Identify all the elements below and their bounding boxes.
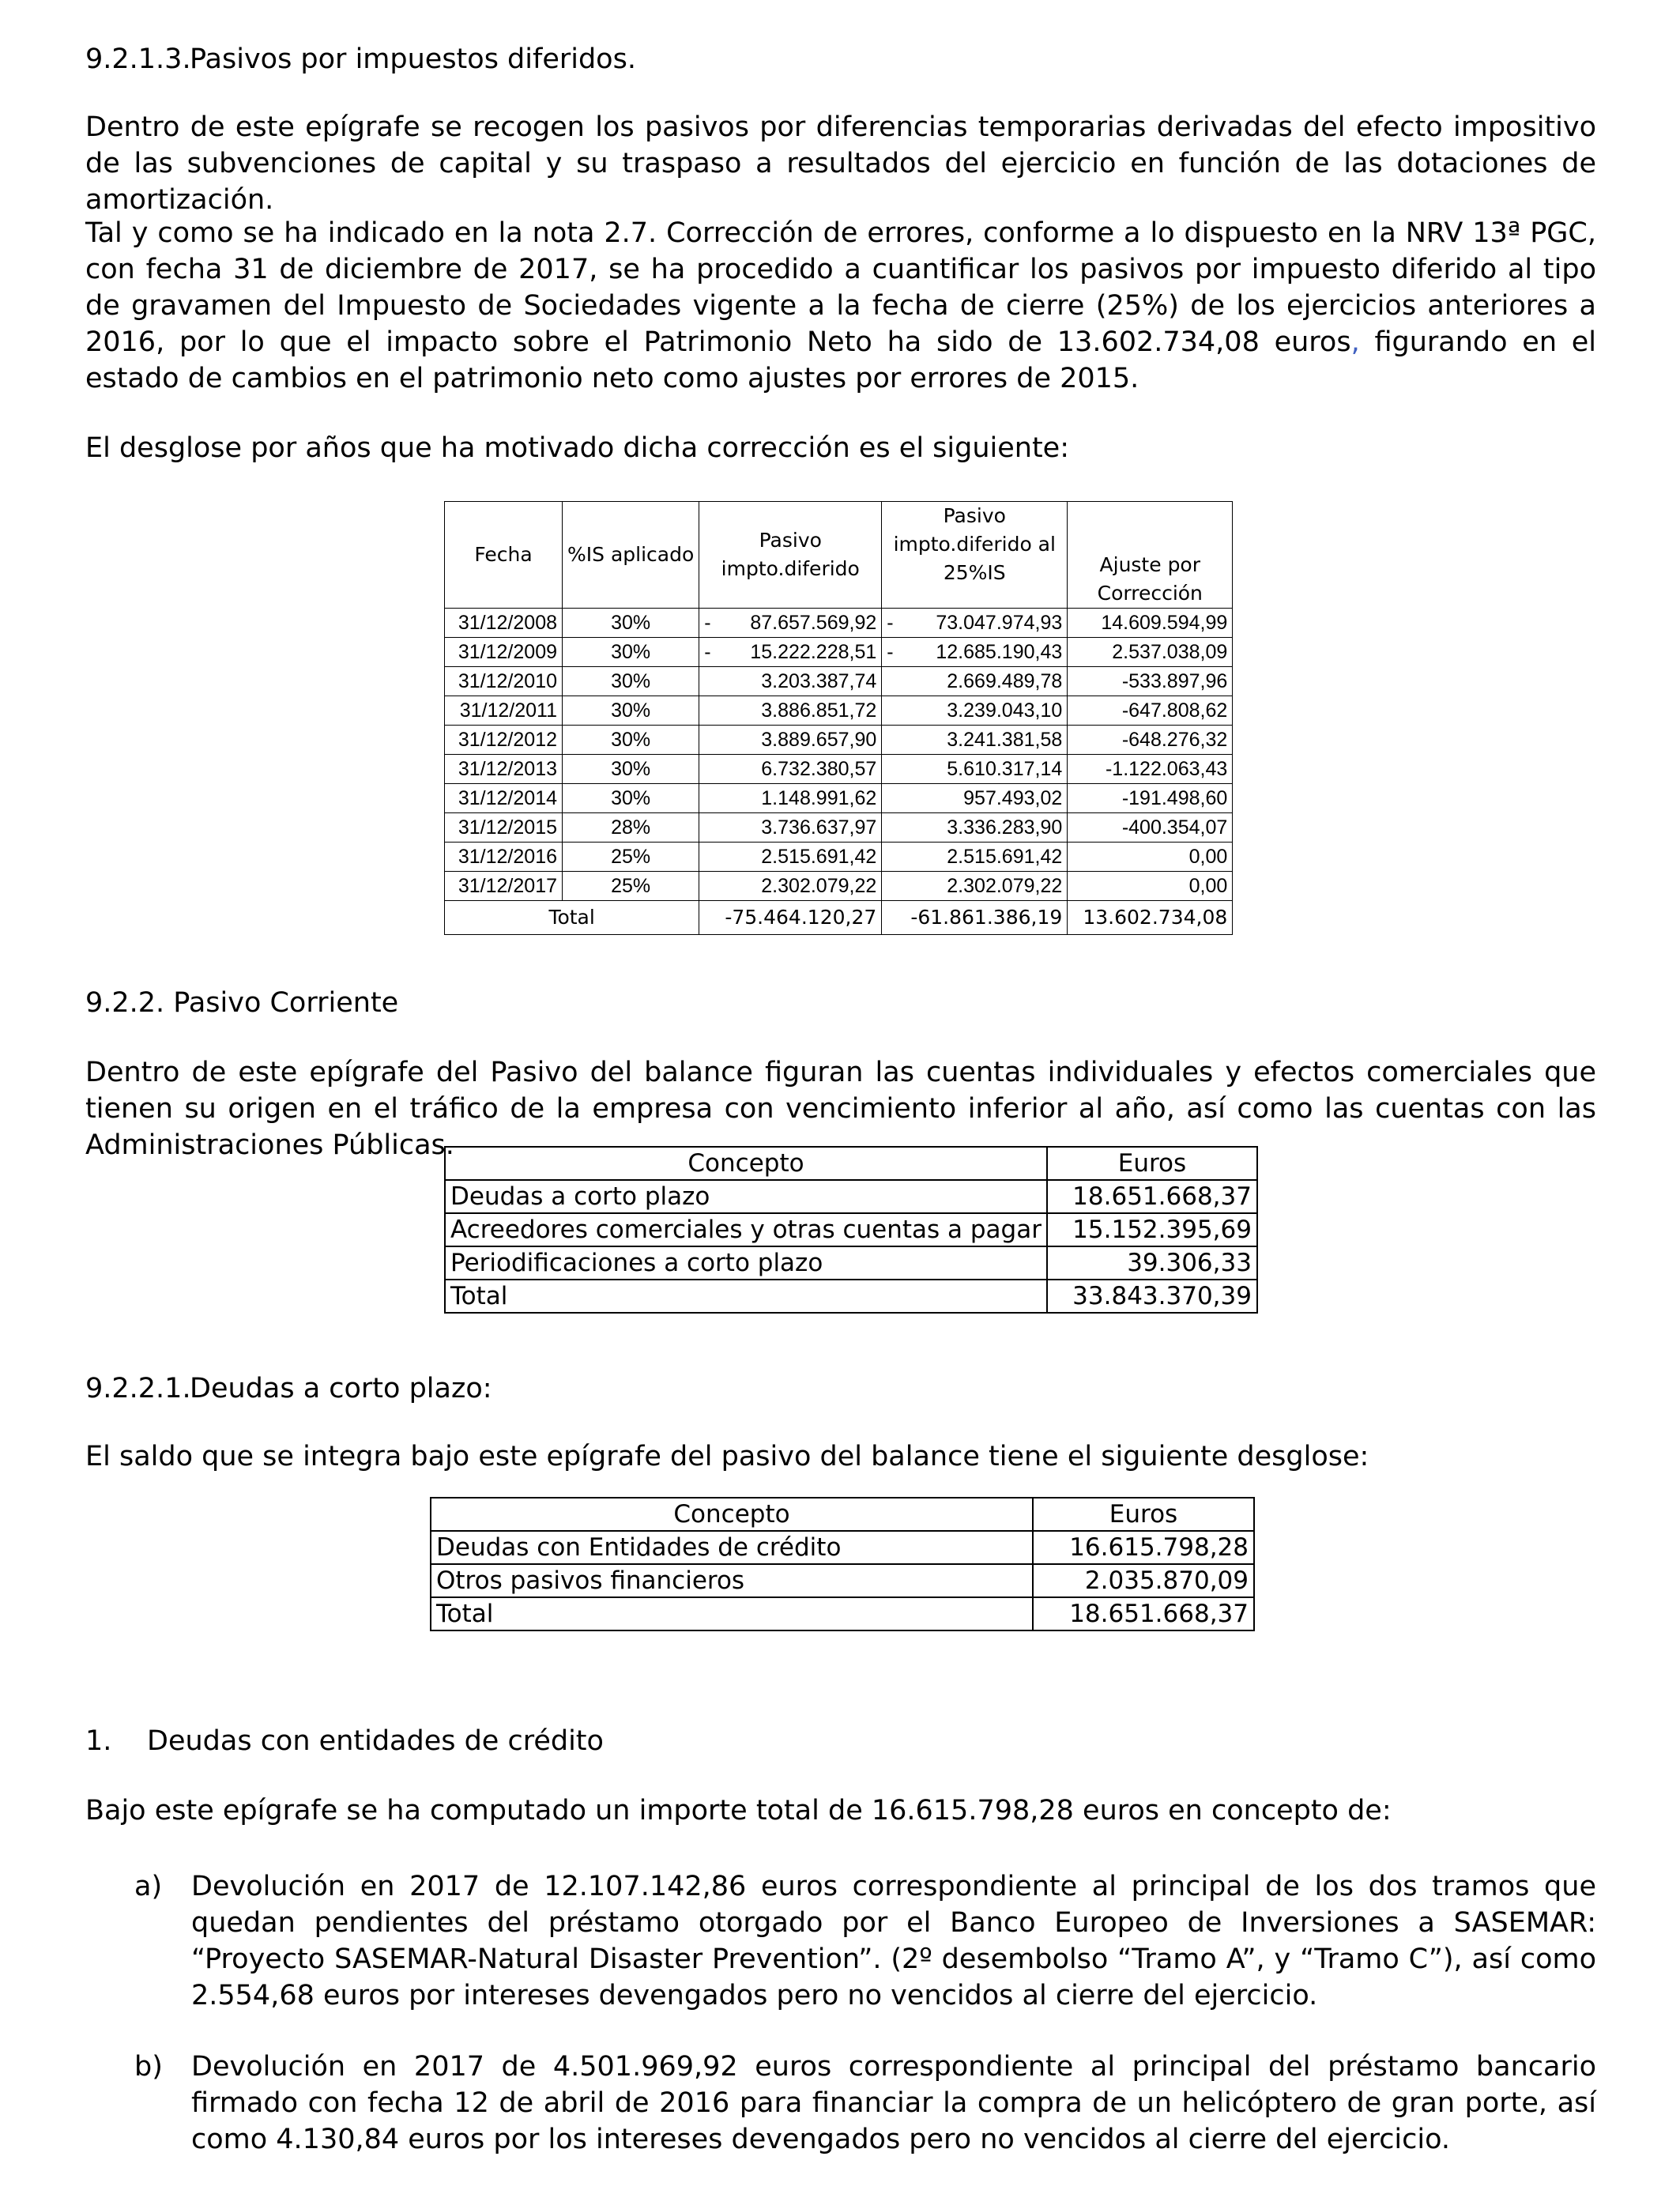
cell-value: 3.889.657,90 [761, 729, 877, 751]
table-cell: 30% [563, 696, 699, 726]
section-922-heading: 9.2.2. Pasivo Corriente [85, 987, 399, 1019]
cell-value: 2.302.079,22 [947, 875, 1063, 897]
list-item [134, 1868, 1596, 2014]
table-cell [699, 784, 882, 813]
section-title: Deudas con entidades de crédito [147, 1725, 604, 1757]
cell-value: 3.336.283,90 [947, 816, 1063, 839]
table-header-cell: Pasivo impto.diferido [699, 502, 882, 609]
table-row [431, 1564, 1254, 1597]
table-cell: 31/12/2013 [445, 755, 563, 784]
table-header-cell: Ajuste por Corrección [1068, 502, 1233, 609]
cell-value: 2.302.079,22 [761, 875, 877, 897]
table-cell: 39.306,33 [1047, 1246, 1257, 1280]
table-cell: 30% [563, 667, 699, 696]
table-row [445, 696, 1233, 726]
table-cell: -61.861.386,19 [882, 901, 1068, 935]
table-cell: 31/12/2014 [445, 784, 563, 813]
table-cell: 18.651.668,37 [1047, 1180, 1257, 1213]
table-cell [882, 784, 1068, 813]
table-cell [699, 696, 882, 726]
list-marker: a) [134, 1871, 163, 1902]
table-row [431, 1597, 1254, 1630]
negative-sign: - [704, 612, 711, 634]
table-cell [699, 609, 882, 638]
table-cell [699, 667, 882, 696]
table-header-cell: Fecha [445, 502, 563, 609]
table-header-row [445, 1147, 1257, 1180]
table-cell: 30% [563, 755, 699, 784]
table-cell: 18.651.668,37 [1033, 1597, 1254, 1630]
paragraph-text: figurando en el estado de cambios en el patrimonio neto como ajustes por errores de 2015. [85, 326, 1596, 394]
paragraph: Dentro de este epígrafe se recogen los pasivos por diferencias temporarias derivadas del efecto impositivo de las subvenciones de capital y su traspaso a resultados del ejercicio en función de las dotaciones de amortización. [85, 111, 1596, 216]
short-term-debts-table [430, 1497, 1255, 1631]
section-title: Pasivos por impuestos diferidos. [190, 43, 636, 75]
table-cell: 31/12/2012 [445, 726, 563, 755]
table-cell: 30% [563, 609, 699, 638]
table-cell: Acreedores comerciales y otras cuentas a pagar [445, 1213, 1047, 1246]
list-text: Devolución en 2017 de 4.501.969,92 euros correspondiente al principal del préstamo bancario firmado con fecha 12 de abril de 2016 para financiar la compra de un helicóptero de gran porte, así como 4.130,84 euros por los intereses devengados pero no vencidos al cierre del ejercicio. [191, 2051, 1596, 2155]
table-cell: -191.498,60 [1068, 784, 1233, 813]
table-header-cell: Pasivo impto.diferido al 25%IS [882, 502, 1068, 609]
table-header-cell: Concepto [445, 1147, 1047, 1180]
table-cell: 31/12/2017 [445, 872, 563, 901]
table-cell [699, 843, 882, 872]
table-row [445, 1246, 1257, 1280]
section-number: 9.2.1.3. [85, 43, 191, 75]
table-cell: 25% [563, 843, 699, 872]
table-cell [699, 638, 882, 667]
cell-value: 3.886.851,72 [761, 699, 877, 722]
table-cell [882, 609, 1068, 638]
paragraph: El desglose por años que ha motivado dicha corrección es el siguiente: [85, 432, 1070, 464]
table-cell [882, 813, 1068, 843]
section-9221-heading [85, 1370, 1596, 1407]
table-header-cell: Euros [1047, 1147, 1257, 1180]
table-cell: 31/12/2016 [445, 843, 563, 872]
table-cell: 0,00 [1068, 843, 1233, 872]
table-header-row [431, 1498, 1254, 1531]
table-cell: Total [445, 1280, 1047, 1313]
table-cell: 30% [563, 784, 699, 813]
table-cell [699, 726, 882, 755]
table-cell [699, 813, 882, 843]
table-row [445, 784, 1233, 813]
table-cell: Deudas con Entidades de crédito [431, 1531, 1033, 1564]
table-cell [699, 872, 882, 901]
table-row [445, 843, 1233, 872]
table-cell: 33.843.370,39 [1047, 1280, 1257, 1313]
negative-sign: - [887, 641, 894, 663]
table-cell [882, 726, 1068, 755]
table-cell [882, 638, 1068, 667]
paragraph [85, 215, 1596, 397]
cell-value: 3.736.637,97 [761, 816, 877, 839]
paragraph: Dentro de este epígrafe del Pasivo del balance figuran las cuentas individuales y efectos comerciales que tienen su origen en el tráfico de la empresa con vencimiento inferior al año, así como las cuentas con las Administraciones Públicas. [85, 1057, 1596, 1161]
negative-sign: - [887, 612, 894, 634]
table-cell: -400.354,07 [1068, 813, 1233, 843]
table-cell [699, 755, 882, 784]
list-item [134, 2049, 1596, 2158]
table-cell: 16.615.798,28 [1033, 1531, 1254, 1564]
table-row [445, 726, 1233, 755]
table-cell: 0,00 [1068, 872, 1233, 901]
table-cell: -1.122.063,43 [1068, 755, 1233, 784]
table-cell: 28% [563, 813, 699, 843]
cell-value: 87.657.569,92 [750, 612, 877, 634]
table-cell: 31/12/2015 [445, 813, 563, 843]
section-number: 1. [85, 1725, 112, 1757]
table-cell [882, 872, 1068, 901]
section-number: 9.2.2.1. [85, 1373, 191, 1404]
paragraph: El saldo que se integra bajo este epígrafe del pasivo del balance tiene el siguiente desglose: [85, 1441, 1369, 1472]
section-9213-heading [85, 41, 1596, 77]
table-row [445, 667, 1233, 696]
table-row [445, 755, 1233, 784]
table-cell: 30% [563, 726, 699, 755]
negative-sign: - [704, 641, 711, 663]
table-row [445, 1213, 1257, 1246]
cell-value: 12.685.190,43 [936, 641, 1063, 663]
cell-value: 15.222.228,51 [750, 641, 877, 663]
table-cell: 30% [563, 638, 699, 667]
cell-value: 957.493,02 [963, 787, 1063, 809]
cell-value: 3.241.381,58 [947, 729, 1063, 751]
table-header-row [445, 502, 1233, 609]
table-row [445, 813, 1233, 843]
table-cell: 25% [563, 872, 699, 901]
table-header-cell: Euros [1033, 1498, 1254, 1531]
table-cell: -648.276,32 [1068, 726, 1233, 755]
table-cell: -533.897,96 [1068, 667, 1233, 696]
table-cell: 2.537.038,09 [1068, 638, 1233, 667]
paragraph: Bajo este epígrafe se ha computado un importe total de 16.615.798,28 euros en concepto de: [85, 1795, 1392, 1826]
cell-value: 73.047.974,93 [936, 612, 1063, 634]
cell-value: 6.732.380,57 [761, 758, 877, 780]
cell-value: 1.148.991,62 [761, 787, 877, 809]
current-liabilities-table [444, 1146, 1258, 1314]
table-cell: 15.152.395,69 [1047, 1213, 1257, 1246]
list-marker: b) [134, 2051, 163, 2083]
table-row [445, 638, 1233, 667]
table-cell [882, 755, 1068, 784]
table-row [445, 872, 1233, 901]
table-cell: 2.035.870,09 [1033, 1564, 1254, 1597]
table-cell: -75.464.120,27 [699, 901, 882, 935]
paragraph-comma: , [1350, 326, 1360, 358]
table-cell: Total [445, 901, 699, 935]
table-row [445, 609, 1233, 638]
table-cell: Total [431, 1597, 1033, 1630]
table-cell: 14.609.594,99 [1068, 609, 1233, 638]
table-header-cell: %IS aplicado [563, 502, 699, 609]
deferred-tax-table [444, 501, 1233, 935]
cell-value: 5.610.317,14 [947, 758, 1063, 780]
table-cell: Deudas a corto plazo [445, 1180, 1047, 1213]
section-title: Deudas a corto plazo: [190, 1373, 492, 1404]
table-cell [882, 843, 1068, 872]
table-cell [882, 667, 1068, 696]
table-header-cell: Concepto [431, 1498, 1033, 1531]
table-total-row [445, 901, 1233, 935]
table-cell: Otros pasivos financieros [431, 1564, 1033, 1597]
table-cell: Periodificaciones a corto plazo [445, 1246, 1047, 1280]
table-cell: 31/12/2010 [445, 667, 563, 696]
table-cell: 31/12/2011 [445, 696, 563, 726]
cell-value: 3.239.043,10 [947, 699, 1063, 722]
list-text: Devolución en 2017 de 12.107.142,86 euros correspondiente al principal de los dos tramos que quedan pendientes del préstamo otorgado por el Banco Europeo de Inversiones a SASEMAR: “Proyecto SASEMAR-Natural Disaster Prevention”. (2º desembolso “Tramo A”, y “Tramo C”), así como 2.554,68 euros por intereses devengados pero no vencidos al cierre del ejercicio. [191, 1871, 1596, 2011]
table-row [431, 1531, 1254, 1564]
table-cell [882, 696, 1068, 726]
cell-value: 2.515.691,42 [761, 846, 877, 868]
paragraph-text: Tal y como se ha indicado en la nota 2.7. Corrección de errores, conforme a lo dispuesto en la NRV 13ª PGC, con fecha 31 de diciembre de 2017, se ha procedido a cuantificar los pasivos por impuesto diferido al tipo de gravamen del Impuesto de Sociedades vigente a la fecha de cierre (25%) de los ejercicios anteriores a 2016, por lo que el impacto sobre el Patrimonio Neto ha sido de 13.602.734,08 euros [85, 217, 1596, 358]
cell-value: 2.669.489,78 [947, 670, 1063, 692]
cell-value: 2.515.691,42 [947, 846, 1063, 868]
cell-value: 3.203.387,74 [761, 670, 877, 692]
table-cell: 31/12/2008 [445, 609, 563, 638]
section-1-heading [85, 1723, 1596, 1759]
table-cell: 13.602.734,08 [1068, 901, 1233, 935]
table-row [445, 1280, 1257, 1313]
list [134, 1868, 1596, 2158]
table-row [445, 1180, 1257, 1213]
table-cell: -647.808,62 [1068, 696, 1233, 726]
table-cell: 31/12/2009 [445, 638, 563, 667]
